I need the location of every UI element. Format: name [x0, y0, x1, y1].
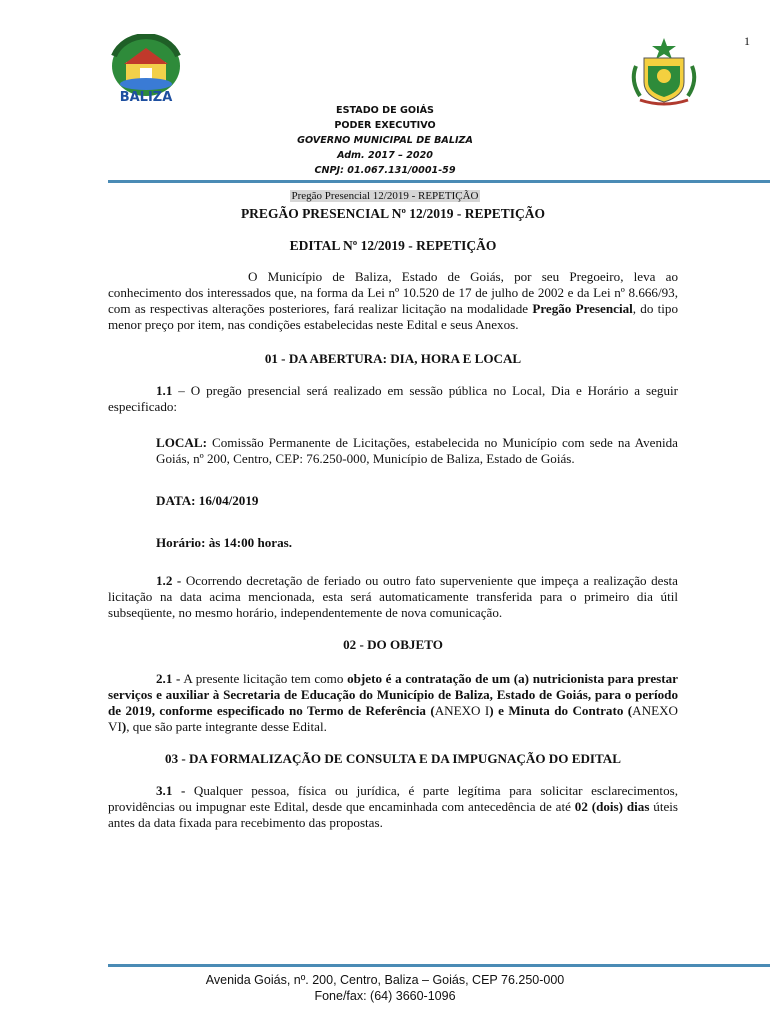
footer-phone: Fone/fax: (64) 3660-1096	[314, 989, 456, 1003]
header-power: PODER EXECUTIVO	[334, 120, 436, 131]
header-state: ESTADO DE GOIÁS	[336, 105, 434, 116]
section-2-title: 02 - DO OBJETO	[343, 637, 443, 652]
page-number: 1	[744, 34, 750, 48]
header-administration: Adm. 2017 – 2020	[337, 150, 433, 161]
time-line: Horário: às 14:00 horas.	[156, 535, 293, 550]
logo-text: BALIZA	[119, 90, 173, 104]
intro-paragraph: O Município de Baliza, Estado de Goiás, por seu Pregoeiro, leva ao conhecimento dos interessados que, na forma da Lei nº 10.520 de 17 de julho de 2002 e da Lei nº 8.666/93, com as respectivas alterações posteriores, fará realizar licitação na modalidade Pregão Presencial, do tipo menor preço por item, nas condições estabelecidas neste Edital e seus Anexos.	[108, 269, 678, 332]
header-divider	[108, 180, 770, 183]
local-paragraph: LOCAL: Comissão Permanente de Licitações, estabelecida no Município com sede na Avenida Goiás, nº 200, Centro, CEP: 76.250-000, Município de Baliza, Estado de Goiás.	[156, 435, 678, 466]
edital-title: EDITAL Nº 12/2019 - REPETIÇÃO	[289, 238, 497, 253]
letterhead	[0, 103, 770, 178]
baliza-logo	[104, 34, 188, 104]
footer-divider	[108, 964, 770, 967]
item-3-1: 3.1 - Qualquer pessoa, física ou jurídica, é parte legítima para solicitar esclarecimentos, providências ou impugnar este Edital, desde que encaminhada com antecedência de até 02 (dois) dias úteis antes da data fixada para recebimento das propostas.	[108, 783, 678, 830]
header-government: GOVERNO MUNICIPAL DE BALIZA	[297, 135, 473, 146]
item-2-1: 2.1 - A presente licitação tem como objeto é a contratação de um (a) nutricionista para prestar serviços e auxiliar à Secretaria de Educação do Município de Baliza, Estado de Goiás, para o período de 2019, conforme especificado no Termo de Referência (ANEXO I) e Minuta do Contrato (ANEXO VI), que são parte integrante desse Edital.	[108, 671, 678, 734]
footer	[0, 972, 770, 1004]
section-3-title: 03 - DA FORMALIZAÇÃO DE CONSULTA E DA IMPUGNAÇÃO DO EDITAL	[165, 751, 621, 766]
item-1-2: 1.2 - Ocorrendo decretação de feriado ou outro fato superveniente que impeça a realização desta licitação na data acima mencionada, esta será automaticamente transferida para o primeiro dia útil subseqüente, no mesmo horário, independentemente de nova comunicação.	[108, 573, 678, 620]
coat-of-arms-icon	[626, 36, 702, 108]
header-cnpj: CNPJ: 01.067.131/0001-59	[314, 165, 456, 176]
running-header-label: Pregão Presencial 12/2019 - REPETIÇÃO	[291, 190, 479, 202]
footer-address: Avenida Goiás, nº. 200, Centro, Baliza – Goiás, CEP 76.250-000	[205, 973, 565, 987]
section-1-title: 01 - DA ABERTURA: DIA, HORA E LOCAL	[264, 351, 522, 366]
running-header	[0, 190, 770, 202]
item-1-1: 1.1 – O pregão presencial será realizado em sessão pública no Local, Dia e Horário a seguir especificado:	[108, 383, 678, 414]
document-title: PREGÃO PRESENCIAL Nº 12/2019 - REPETIÇÃO	[240, 206, 546, 221]
date-line: DATA: 16/04/2019	[156, 493, 259, 508]
document-body	[108, 206, 678, 831]
